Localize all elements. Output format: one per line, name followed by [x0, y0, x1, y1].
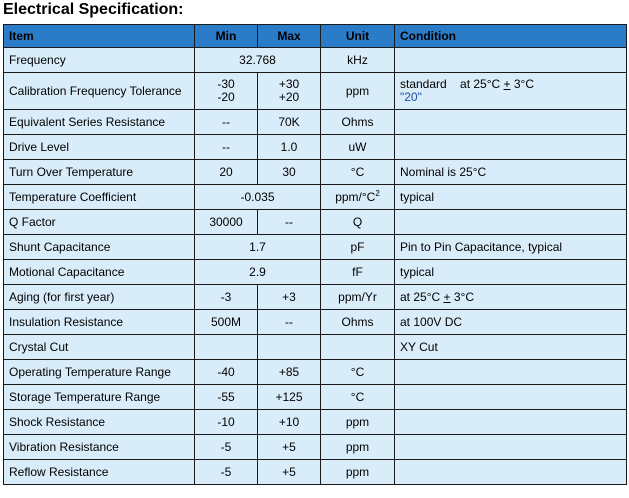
unit-cell: °C	[321, 385, 395, 410]
unit-cell: uW	[321, 135, 395, 160]
table-row	[4, 185, 627, 210]
header-item: Item	[4, 25, 195, 48]
table-row	[4, 210, 627, 235]
typ-cell: 1.7	[195, 235, 321, 260]
item-cell: Aging (for first year)	[4, 285, 195, 310]
condition-cell	[395, 48, 627, 73]
page-title: Electrical Specification:	[3, 1, 184, 18]
condition-cell	[395, 410, 627, 435]
table-row	[4, 235, 627, 260]
condition-line-2: "20"	[400, 90, 422, 104]
header-max: Max	[258, 25, 321, 48]
item-cell: Vibration Resistance	[4, 435, 195, 460]
condition-cell: at 100V DC	[395, 310, 627, 335]
max-cell	[258, 335, 321, 360]
unit-cell: Ohms	[321, 310, 395, 335]
condition-line-1	[400, 78, 621, 91]
plus-minus: +	[503, 77, 511, 91]
table-row	[4, 435, 627, 460]
max-value-1: +30	[278, 77, 300, 91]
max-cell: +85	[258, 360, 321, 385]
header-min: Min	[195, 25, 258, 48]
header-row	[4, 25, 627, 48]
min-cell: 20	[195, 160, 258, 185]
unit-cell	[321, 185, 395, 210]
unit-cell: °C	[321, 360, 395, 385]
min-value-1: -30	[217, 77, 235, 91]
item-cell: Equivalent Series Resistance	[4, 110, 195, 135]
table-row	[4, 135, 627, 160]
typ-cell: 32.768	[195, 48, 321, 73]
plus-minus: +	[443, 290, 451, 304]
condition-text-2: 3°C	[450, 290, 474, 304]
unit-superscript: 2	[375, 189, 380, 198]
max-value-2: +20	[278, 90, 300, 104]
item-cell: Drive Level	[4, 135, 195, 160]
header-unit: Unit	[321, 25, 395, 48]
condition-cell: typical	[395, 185, 627, 210]
item-cell: Operating Temperature Range	[4, 360, 195, 385]
max-cell: 1.0	[258, 135, 321, 160]
min-cell: 30000	[195, 210, 258, 235]
unit-cell: ppm	[321, 73, 395, 110]
min-cell: -5	[195, 460, 258, 485]
table-row	[4, 285, 627, 310]
min-cell: -5	[195, 435, 258, 460]
table-row	[4, 360, 627, 385]
item-cell: Turn Over Temperature	[4, 160, 195, 185]
min-cell: --	[195, 135, 258, 160]
item-cell: Storage Temperature Range	[4, 385, 195, 410]
condition-cell: typical	[395, 260, 627, 285]
spec-table	[3, 24, 627, 485]
max-cell: +5	[258, 460, 321, 485]
item-cell: Temperature Coefficient	[4, 185, 195, 210]
condition-cell	[395, 360, 627, 385]
condition-cell	[395, 73, 627, 110]
min-cell	[195, 335, 258, 360]
table-row	[4, 410, 627, 435]
max-cell: --	[258, 310, 321, 335]
condition-cell	[395, 210, 627, 235]
unit-cell: pF	[321, 235, 395, 260]
unit-text: ppm/°C	[335, 190, 376, 204]
typ-cell: 2.9	[195, 260, 321, 285]
item-cell: Calibration Frequency Tolerance	[4, 73, 195, 110]
unit-cell: kHz	[321, 48, 395, 73]
min-cell: -3	[195, 285, 258, 310]
condition-text: at 25°C	[400, 290, 444, 304]
item-cell: Insulation Resistance	[4, 310, 195, 335]
min-cell: --	[195, 110, 258, 135]
condition-cell: Pin to Pin Capacitance, typical	[395, 235, 627, 260]
table-row	[4, 260, 627, 285]
table-row	[4, 48, 627, 73]
condition-cell	[395, 385, 627, 410]
condition-text-2: 3°C	[510, 77, 535, 91]
unit-cell: Q	[321, 210, 395, 235]
condition-cell	[395, 285, 627, 310]
condition-cell: XY Cut	[395, 335, 627, 360]
max-cell	[258, 73, 321, 110]
max-cell: 30	[258, 160, 321, 185]
condition-cell: Nominal is 25°C	[395, 160, 627, 185]
max-cell: +125	[258, 385, 321, 410]
unit-cell: ppm	[321, 460, 395, 485]
max-cell: +3	[258, 285, 321, 310]
unit-cell: ppm/Yr	[321, 285, 395, 310]
header-condition: Condition	[395, 25, 627, 48]
condition-cell	[395, 460, 627, 485]
max-cell: +5	[258, 435, 321, 460]
typ-cell: -0.035	[195, 185, 321, 210]
table-row	[4, 335, 627, 360]
table-row	[4, 460, 627, 485]
unit-cell: Ohms	[321, 110, 395, 135]
item-cell: Shunt Capacitance	[4, 235, 195, 260]
item-cell: Shock Resistance	[4, 410, 195, 435]
max-cell: 70K	[258, 110, 321, 135]
unit-cell	[321, 335, 395, 360]
table-row	[4, 73, 627, 110]
item-cell: Motional Capacitance	[4, 260, 195, 285]
table-row	[4, 310, 627, 335]
min-cell: 500M	[195, 310, 258, 335]
min-cell: -40	[195, 360, 258, 385]
condition-cell	[395, 135, 627, 160]
table-row	[4, 160, 627, 185]
condition-text: standard at 25°C	[400, 77, 504, 91]
unit-cell: °C	[321, 160, 395, 185]
unit-cell: ppm	[321, 435, 395, 460]
item-cell: Frequency	[4, 48, 195, 73]
unit-cell: ppm	[321, 410, 395, 435]
table-row	[4, 110, 627, 135]
min-value-2: -20	[217, 90, 235, 104]
unit-cell: fF	[321, 260, 395, 285]
condition-cell	[395, 110, 627, 135]
condition-cell	[395, 435, 627, 460]
min-cell: -10	[195, 410, 258, 435]
max-cell: --	[258, 210, 321, 235]
table-row	[4, 385, 627, 410]
item-cell: Q Factor	[4, 210, 195, 235]
min-cell: -55	[195, 385, 258, 410]
item-cell: Crystal Cut	[4, 335, 195, 360]
max-cell: +10	[258, 410, 321, 435]
item-cell: Reflow Resistance	[4, 460, 195, 485]
min-cell	[195, 73, 258, 110]
